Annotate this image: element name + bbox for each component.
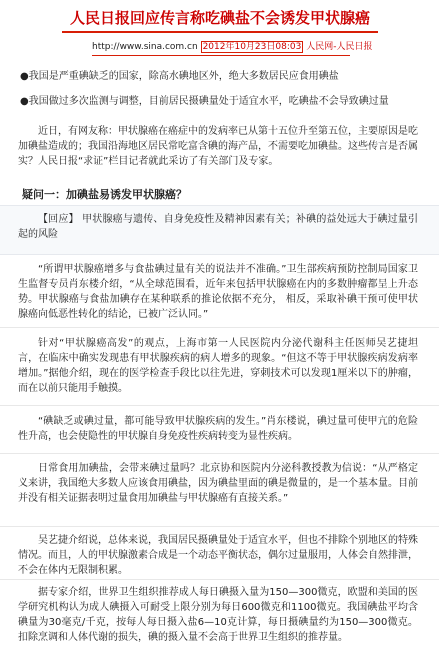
paragraph-4: 日常食用加碘盐，会带来碘过量吗？北京协和医院内分泌科教授教为信说：“从严格定义来讲，我国绝大多数人应该食用碘盐，因为碘盐里面的碘是微量的，是一个基本量。目前并没有相关证据表明过量食用加碘盐与甲状腺癌有直接关系。” bbox=[18, 463, 418, 504]
paragraph-6: 据专家介绍，世界卫生组织推荐成人每日碘摄入量为150—300微克，欧盟和美国的医学研究机构认为成人碘摄入可耐受上限分别为每日600微克和1100微克。我国碘盐平均含碘量为30毫克/千克，按每人每日摄入盐6—10克计算，每日摄碘量约为150—300微克。扣除烹调和人体代谢的损失，碘的摄入量不会高于世界卫生组织的推荐量。 bbox=[18, 587, 418, 643]
divider bbox=[0, 526, 439, 527]
article-title: 人民日报回应传言称吃碘盐不会诱发甲状腺癌 bbox=[69, 9, 370, 27]
paragraph-1: “所谓甲状腺癌增多与食盐碘过量有关的说法并不准确。”卫生部疾病预防控制局国家卫生监督专员肖东楼介绍，“从全球范围看，近年来包括甲状腺癌在内的多数肿瘤都呈上升态势。甲状腺癌与食盐加碘存在某种联系的推论依据不充分， 相反，采取补碘干预可使甲状腺癌向低恶性转化的结论，已被广泛认同。” bbox=[18, 264, 418, 320]
article-source-line bbox=[92, 40, 372, 54]
response-text: 【回应】 甲状腺癌与遗传、自身免疫性及精神因素有关；补碘的益处远大于碘过量引起的风险 bbox=[18, 214, 418, 240]
question-heading: 疑问一：加碘盐易诱发甲状腺癌？ bbox=[22, 188, 187, 201]
divider bbox=[0, 453, 439, 454]
paragraph-5: 吴艺捷介绍说，总体来说，我国居民摄碘量处于适宜水平，但也不排除个别地区的特殊情况。而且，人的甲状腺激素合成是一个动态平衡状态，偶尔过量服用，人体会自然排泄，不会在体内无限制积累。 bbox=[18, 535, 418, 576]
source-underline bbox=[92, 55, 350, 56]
intro-paragraph: 近日，有网友称：甲状腺癌在癌症中的发病率已从第十五位升至第五位，主要原因是吃加碘盐造成的；我国沿海地区居民常吃富含碘的海产品，不需要吃加碘盐。这些传言是否属实？人民日报“求证”栏目记者就此采访了有关部门及专家。 bbox=[18, 126, 418, 167]
paragraph-2: 针对“甲状腺癌高发”的观点，上海市第一人民医院内分泌代谢科主任医师吴艺捷坦言，在临床中确实发现患有甲状腺疾病的病人增多的现象。“但这不等于甲状腺疾病发病率增加。”据他介绍，现在的医学检查手段比以往先进，穿刺技术可以发现1厘米以下的肿瘤，而在以前只能用手触摸。 bbox=[18, 338, 418, 394]
response-box bbox=[0, 205, 439, 255]
source-site[interactable]: http://www.sina.com.cn bbox=[92, 42, 198, 52]
summary-bullet-2: ●我国做过多次监测与调整，目前居民摄碘量处于适宜水平，吃碘盐不会导致碘过量 bbox=[20, 96, 389, 107]
paragraph-3: “碘缺乏或碘过量，都可能导致甲状腺疾病的发生。”肖东楼说，碘过量可使甲亢的危险性升高，也会使隐性的甲状腺自身免疫性疾病转变为显性疾病。 bbox=[18, 416, 418, 442]
divider bbox=[0, 405, 439, 406]
summary-bullet-1: ●我国是严重碘缺乏的国家，除高水碘地区外，绝大多数居民应食用碘盐 bbox=[20, 71, 339, 82]
source-org[interactable]: 人民网-人民日报 bbox=[306, 42, 373, 52]
publish-datetime: 2012年10月23日08:03 bbox=[202, 42, 302, 52]
title-underline bbox=[62, 31, 378, 33]
divider bbox=[0, 327, 439, 328]
divider bbox=[0, 579, 439, 580]
